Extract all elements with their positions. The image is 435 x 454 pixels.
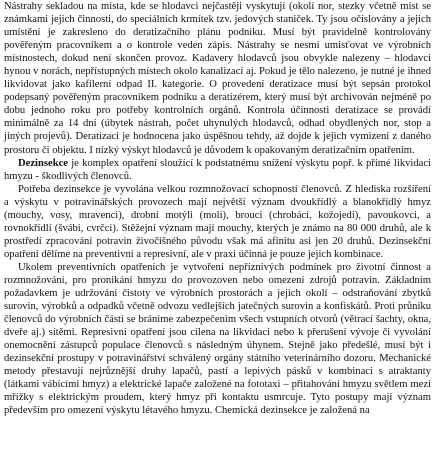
paragraph-preventive-measures: Ukolem preventivních opatřeních je vytvoření nepříznivých podmínek pro životní činnost a rozmnožování, pro pronikání hmyzu do provozoven nebo omezení zdrojů potravin. Základním požadavkem je udržování čistoty ve výrobních prostorách a jejich okolí – odstraňování zbytků surovin, výrobků a odpadků včetně odvozu vedlejších jatečných surovin a konfiskátů. Proti průniku členovců do výrobních částí se bráníme zabezpečením všech vstupních otvorů (větrací šachty, okna, dveře aj.) sítěmi. Represivní opatření jsou cílena na likvidaci nebo k přerušení vývoje či vyvolání onemocnění zástupců populace členovců s následným úhynem. Stejně jako předešlé, musí být i dezinsekční prostupy v potravinářství schválený orgány státního veterinárního dozoru. Mechanické metody přestavují nejrůznější druhy lapačů, pastí a lepivých pásků v kombinaci s atraktanty (látkami vábícími hmyz) a elektrické lapače založené na fototaxi – přitahování hmyzu světlem mezi mřížky s elektrickým proudem, který hmyz při kontaktu usmrcuje. Tyto postupy mají význam především pro omezení výskytu létavého hmyzu. Chemická dezinsekce je založená na — [4, 261, 431, 417]
paragraph-deratization-baits: Nástrahy sekladou na místa, kde se hlodavci nejčastěji vyskytují (okolí nor, stezky včetně míst se známkami jejich činnosti, do speciálních krmítek tzv. jedových staniček. Ty jsou očíslovány a jejich umístění je zakresleno do deratizačního plánu podniku. Musí být pravidelně kontrolovány pověřeným pracovníkem a o kontrole veden zápis. Nástrahy se nesmí umisťovat ve výrobních místnostech, dokud není skončen provoz. Kadavery hlodavců jsou obvykle nalezeny – hlodavci hynou v norách, nepřístupných místech okolo kanalizací aj. Pokud je tělo nalezeno, je nutné je ihned likvidovat jako kafilerní odpad II. kategorie. O provedení deratizace musí být sepsán protokol podepsaný pověřeným pracovníkem podniku a deratizérem, který musí být archivován nejméně po dobu jednoho roku pro potřeby kontrolních orgánů. Kontrola účinnosti deratizace se provádí minimálně za 14 dní (úbytek nástrah, počet uhynulých hlodavců, odhad obydlených nor, stop a jiných projevů). Deratizaci je hodnocena jako úspěšnou tehdy, až dojde k jejich vymizení z daného prostoru či objektu. I nízký výskyt hlodavců je důvodem k opakovaným deratizačním opatřením. — [4, 1, 431, 156]
term-dezinsekce: Dezinsekce — [18, 157, 69, 169]
document-page — [4, 0, 431, 418]
definition-text: je komplex opatření sloužící k podstatnému snížení výskytu popř. k přímé likvidaci hmyzu - škodlivých členovců. — [4, 157, 431, 182]
paragraph-disinsection-definition — [4, 157, 431, 183]
paragraph-disinsection-need: Potřeba dezinsekce je vyvolána velkou rozmnožovací schopností členovců. Z hlediska rozšíření a výskytu v potravinářských provozech mají největší význam dvoukřídlý a blanokřídlý hmyz (mouchy, vosy, mravenci), drobní motýli (moli), brouci (chrobáci, kožojedi), pavoukovci, a rovnokřídlí (švábi, cvrčci). Stěžejní význam mají mouchy, kterých je známo na 80 000 druhů, ale k prostředí zpracování potravin živočišného původu však má afinitu asi jen 20 druhů. Dezinsekční opatření dělíme na preventivní a represivní, ale v praxi účinná je pouze jejich kombinace. — [4, 183, 431, 260]
